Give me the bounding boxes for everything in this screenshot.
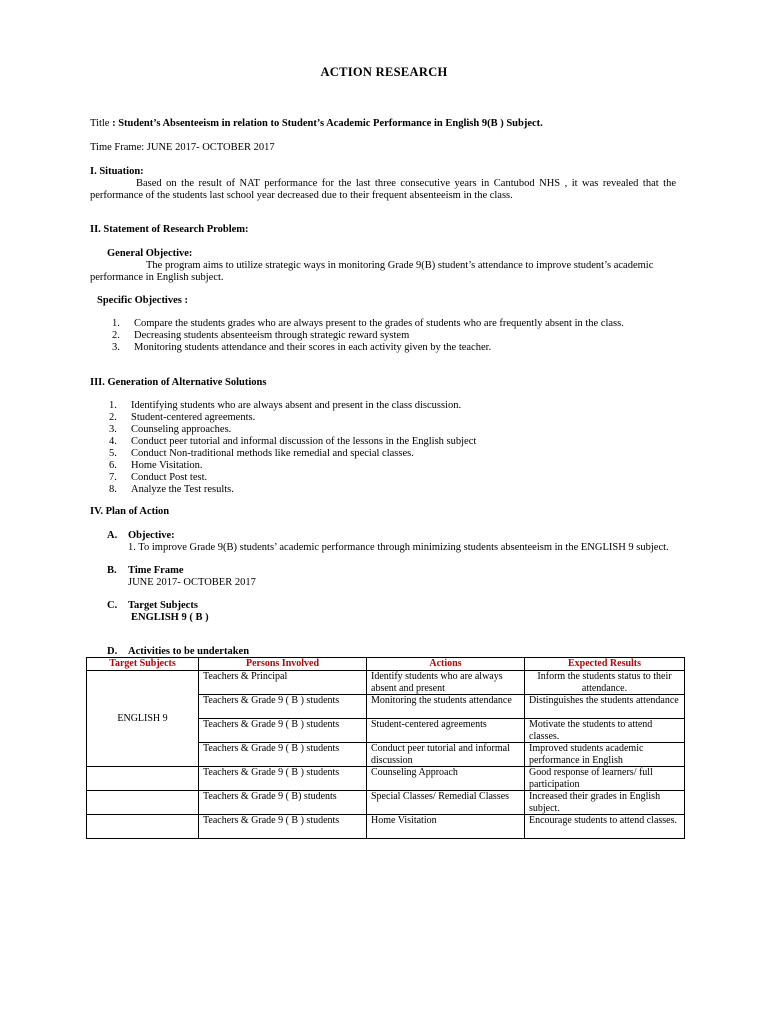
header-actions: Actions [367, 658, 525, 671]
plan-d-heading: Activities to be undertaken [128, 646, 250, 657]
cell-actions: Identify students who are always absent and present [367, 671, 525, 695]
table-row [87, 671, 685, 695]
plan-b-heading: Time Frame [128, 565, 184, 576]
header-persons-involved: Persons Involved [199, 658, 367, 671]
time-frame: Time Frame: JUNE 2017- OCTOBER 2017 [90, 142, 275, 153]
list-item: 8. Analyze the Test results. [109, 484, 234, 495]
cell-actions: Special Classes/ Remedial Classes [367, 791, 525, 815]
cell-persons: Teachers & Grade 9 ( B ) students [199, 767, 367, 791]
cell-results: Distinguishes the students attendance [525, 695, 685, 719]
specific-objectives-list [112, 318, 677, 354]
cell-actions: Student-centered agreements [367, 719, 525, 743]
plan-b-text: JUNE 2017- OCTOBER 2017 [128, 577, 256, 588]
alternatives-heading: III. Generation of Alternative Solutions [90, 377, 267, 388]
plan-heading: IV. Plan of Action [90, 506, 170, 517]
list-item: 1. Identifying students who are always absent and present in the class discussion. [109, 400, 462, 411]
table-row [87, 767, 685, 791]
cell-target-subject: ENGLISH 9 [87, 671, 199, 767]
plan-a-text: 1. To improve Grade 9(B) students’ academic performance through minimizing students absenteeism in the ENGLISH 9 subject. [128, 542, 669, 553]
list-item: 2. Student-centered agreements. [109, 412, 256, 423]
plan-b-label: B. [107, 565, 117, 576]
table-row [87, 815, 685, 839]
cell-persons: Teachers & Grade 9 ( B ) students [199, 815, 367, 839]
table-row [87, 791, 685, 815]
cell-actions: Counseling Approach [367, 767, 525, 791]
research-title-line [90, 118, 690, 130]
alternatives-list [109, 400, 679, 496]
list-item: 3. Counseling approaches. [109, 424, 232, 435]
plan-c-text: ENGLISH 9 ( B ) [131, 612, 209, 623]
cell-actions: Home Visitation [367, 815, 525, 839]
plan-c-label: C. [107, 600, 118, 611]
cell-actions: Conduct peer tutorial and informal discussion [367, 743, 525, 767]
cell-results: Motivate the students to attend classes. [525, 719, 685, 743]
list-item: 1. Compare the students grades who are always present to the grades of students who are frequently absent in the class. [112, 318, 624, 329]
list-item: 2. Decreasing students absenteeism through strategic reward system [112, 330, 410, 341]
general-objective-text: The program aims to utilize strategic ways in monitoring Grade 9(B) student’s attendance to improve student’s academic performance in English subject. [90, 260, 654, 283]
title-label: Title [90, 118, 110, 129]
header-target-subjects: Target Subjects [87, 658, 199, 671]
document-title: ACTION RESEARCH [320, 65, 448, 79]
cell-results: Encourage students to attend classes. [525, 815, 685, 839]
cell-results: Increased their grades in English subject. [525, 791, 685, 815]
situation-text: Based on the result of NAT performance for the last three consecutive years in Cantubod NHS , it was revealed that the performance of the students last school year decreased due to their frequent absenteeism in the class. [90, 178, 676, 201]
plan-a-label: A. [107, 530, 118, 541]
table-header-row [87, 658, 685, 671]
list-item: 5. Conduct Non-traditional methods like remedial and special classes. [109, 448, 414, 459]
list-item: 3. Monitoring students attendance and their scores in each activity given by the teacher. [112, 342, 492, 353]
statement-heading: II. Statement of Research Problem: [90, 224, 249, 235]
cell-persons: Teachers & Grade 9 ( B ) students [199, 743, 367, 767]
plan-a-heading: Objective: [128, 530, 175, 541]
plan-c-heading: Target Subjects [128, 600, 198, 611]
plan-d-label: D. [107, 646, 118, 657]
header-expected-results: Expected Results [525, 658, 685, 671]
cell-results: Improved students academic performance in English [525, 743, 685, 767]
cell-target-subject-empty [87, 767, 199, 791]
list-item: 7. Conduct Post test. [109, 472, 208, 483]
specific-objectives-heading: Specific Objectives : [97, 295, 188, 306]
cell-persons: Teachers & Grade 9 ( B ) students [199, 719, 367, 743]
cell-persons: Teachers & Grade 9 ( B) students [199, 791, 367, 815]
activities-table [86, 657, 685, 839]
cell-target-subject-empty [87, 791, 199, 815]
cell-actions: Monitoring the students attendance [367, 695, 525, 719]
general-objective-heading: General Objective: [107, 248, 193, 259]
cell-results: Inform the students status to their attendance. [525, 671, 685, 695]
title-text: : Student’s Absenteeism in relation to Student’s Academic Performance in English 9(B ) Subject. [112, 118, 543, 129]
cell-target-subject-empty [87, 815, 199, 839]
list-item: 4. Conduct peer tutorial and informal discussion of the lessons in the English subject [109, 436, 477, 447]
list-item: 6. Home Visitation. [109, 460, 203, 471]
situation-heading: I. Situation: [90, 166, 144, 177]
cell-persons: Teachers & Grade 9 ( B ) students [199, 695, 367, 719]
cell-results: Good response of learners/ full participation [525, 767, 685, 791]
cell-persons: Teachers & Principal [199, 671, 367, 695]
